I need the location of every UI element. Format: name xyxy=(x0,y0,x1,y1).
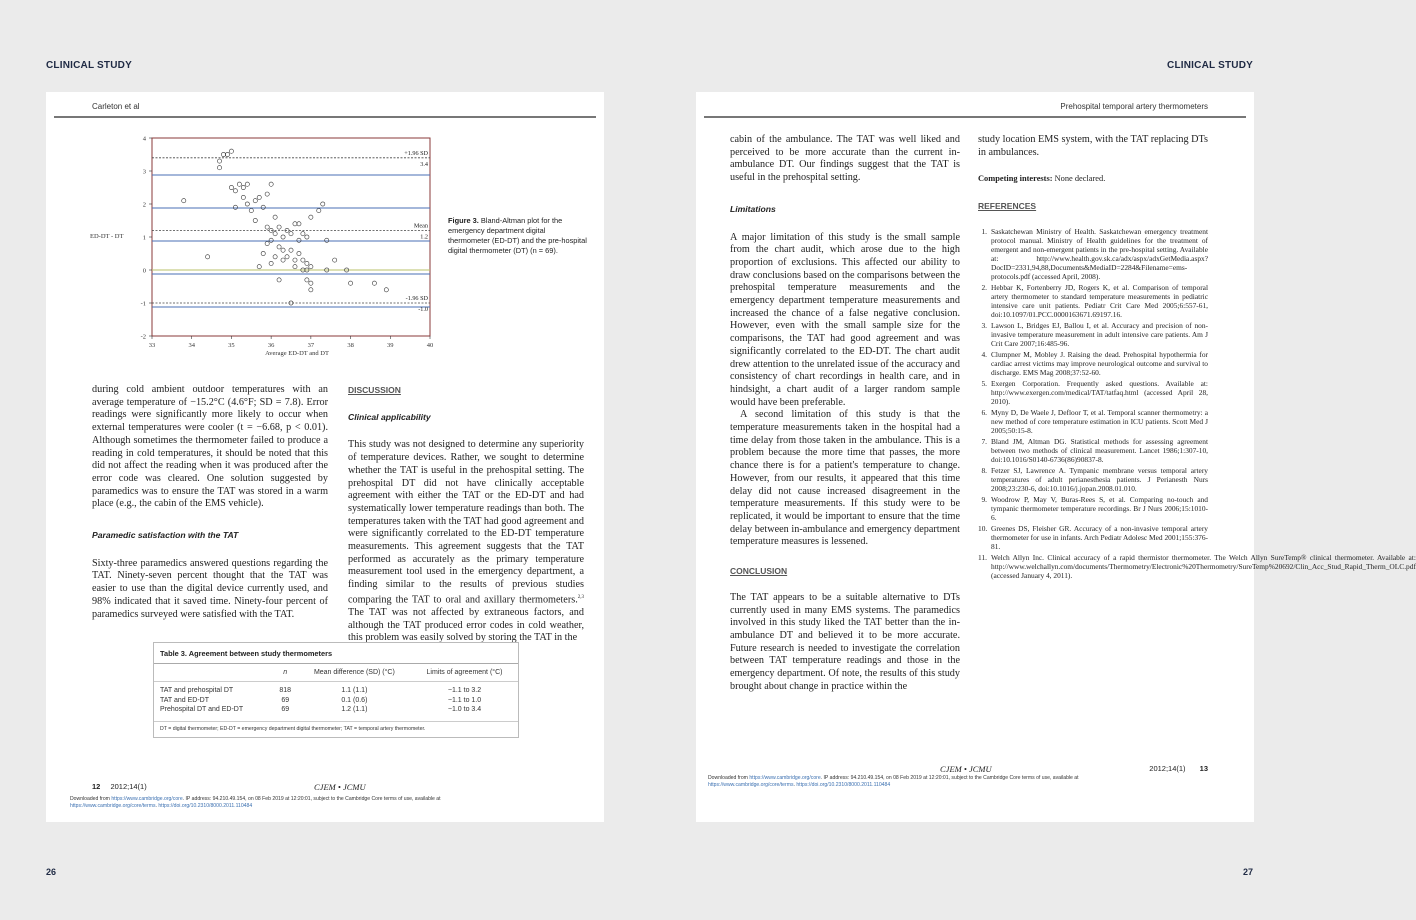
data-point xyxy=(293,265,297,269)
data-point xyxy=(281,248,285,252)
issue-date: 2012;14(1) xyxy=(110,782,147,791)
subheading: Clinical applicability xyxy=(348,411,431,422)
y-tick-label: -2 xyxy=(140,333,146,341)
data-point xyxy=(309,215,313,219)
figure-caption xyxy=(448,216,588,256)
header-rule xyxy=(704,116,1246,118)
chart-frame xyxy=(152,138,430,336)
table-cell: TAT and ED-DT xyxy=(160,696,210,704)
reference-number: 11. xyxy=(978,552,987,562)
data-point xyxy=(293,258,297,262)
reference-item xyxy=(978,350,1208,377)
data-point xyxy=(297,238,301,242)
reference-number: 8. xyxy=(981,465,987,475)
journal-name xyxy=(314,782,366,792)
citation: 2,3 xyxy=(577,594,584,600)
data-point xyxy=(297,251,301,255)
data-point xyxy=(317,209,321,213)
data-point xyxy=(384,288,388,292)
paragraph: A second limitation of this study is that the temperature measurements taken in the hospital had a time delay from those taken in the ambulance. This is a problem because the more time that passes, the more chance there is for a patient's temperature to change. However, from our results, it appeared that this time delay did not cause increased disagreement in the temperature measurements. If this study were to be replicated, it would be important to ensure that the time delay between in-ambulance and emergency department temperature measures is lessened. xyxy=(730,409,960,548)
reference-line-label: Mean xyxy=(413,222,428,230)
bland-altman-chart xyxy=(86,128,446,358)
data-point xyxy=(245,182,249,186)
left-column-1 xyxy=(92,384,328,621)
x-tick-label: 40 xyxy=(426,342,434,349)
data-point xyxy=(325,238,329,242)
data-point xyxy=(309,265,313,269)
data-point xyxy=(182,199,186,203)
data-point xyxy=(348,281,352,285)
y-tick-label: -1 xyxy=(140,300,146,308)
data-point xyxy=(221,152,225,156)
data-point xyxy=(277,245,281,249)
left-column-2 xyxy=(348,384,584,645)
download-text: Downloaded from xyxy=(70,796,112,802)
cambridge-core-link[interactable]: https://www.cambridge.org/core xyxy=(749,775,821,781)
paragraph xyxy=(348,439,584,645)
right-page xyxy=(696,92,1416,822)
paragraph: A major limitation of this study is the small sample from the chart audit, which arose due to the high proportion of exclusions. This affected our ability to draw conclusions based on the comparisons between the prehospital temperature measurements and the emergency department temperature measurements and increased the chance of a false negative conclusion. However, even with the small sample size for the comparisons, the TAT had good agreement and was significantly correlated to the ED-DT. The chart audit drew attention to the unrelated issue of the accuracy and consistency of chart recordings in health care, and in hindsight, a chart audit of a larger random sample would have been preferable. xyxy=(730,231,961,408)
table-header: n xyxy=(273,664,298,682)
table-cell: 1.2 (1.1) xyxy=(341,705,368,713)
competing-label: Competing interests: xyxy=(978,174,1053,184)
data-point xyxy=(273,215,277,219)
reference-item xyxy=(978,495,1208,522)
right-folio: 27 xyxy=(1242,867,1253,877)
table-cell: TAT and prehospital DT xyxy=(160,687,234,695)
reference-item xyxy=(978,227,1208,281)
table-header: Mean difference (SD) (°C) xyxy=(298,664,411,682)
data-point xyxy=(241,185,245,189)
table-footnote: DT = digital thermometer; ED-DT = emergency department digital thermometer; TAT = temporal artery thermometer. xyxy=(154,721,518,737)
reference-text: Greenes DS, Fleisher GR. Accuracy of a non-invasive temporal artery thermometer for use in infants. Arch Pediatr Adolesc Med 2001;155:376-81. xyxy=(991,523,1208,551)
running-head-right: Prehospital temporal artery thermometers xyxy=(1060,102,1208,111)
data-point xyxy=(301,258,305,262)
reference-line-value: 1.2 xyxy=(420,233,428,241)
data-point xyxy=(277,278,281,282)
chart-xlabel: Average ED-DT and DT xyxy=(265,350,329,357)
reference-number: 6. xyxy=(981,407,987,417)
table-row xyxy=(154,696,518,705)
data-point xyxy=(309,288,313,292)
paragraph: Sixty-three paramedics answered questions regarding the TAT. Ninety-seven percent thought that the TAT was easier to use than the digital device currently used, and 98% indicated that it saved time. Ninety-four percent of paramedics surveyed were satisfied with the TAT. xyxy=(92,557,328,620)
data-point xyxy=(289,232,293,236)
doi-link[interactable]: https://doi.org/10.2310/8000.2011.110484 xyxy=(796,782,891,788)
data-point xyxy=(305,278,309,282)
reference-line-value: -1.0 xyxy=(418,306,428,313)
x-tick-label: 36 xyxy=(267,342,275,349)
terms-link[interactable]: https://www.cambridge.org/core/terms xyxy=(70,803,156,809)
reference-number: 3. xyxy=(981,320,987,330)
table-cell: 69 xyxy=(281,705,290,713)
reference-number: 5. xyxy=(981,378,987,388)
right-column-1 xyxy=(730,134,960,693)
data-point xyxy=(372,281,376,285)
data-point xyxy=(229,149,233,153)
data-point xyxy=(217,159,221,163)
right-column-2 xyxy=(978,134,1416,582)
y-tick-label: 3 xyxy=(142,168,146,176)
data-point xyxy=(273,232,277,236)
data-point xyxy=(225,152,229,156)
reference-number: 1. xyxy=(981,226,987,236)
table-cell: −1.1 to 1.0 xyxy=(447,696,482,704)
x-tick-label: 37 xyxy=(307,342,315,349)
data-point xyxy=(257,195,261,199)
y-tick-label: 4 xyxy=(142,135,146,143)
terms-link[interactable]: https://www.cambridge.org/core/terms xyxy=(708,782,794,788)
reference-item xyxy=(978,466,1208,493)
reference-item xyxy=(978,379,1208,406)
data-point xyxy=(249,209,253,213)
reference-item xyxy=(978,283,1208,319)
chart-ylabel: ED-DT - DT xyxy=(90,233,124,240)
section-heading: CONCLUSION xyxy=(730,566,788,577)
table-title: Table 3. Agreement between study thermometers xyxy=(154,643,518,664)
section-heading: REFERENCES xyxy=(978,201,1037,212)
data-point xyxy=(233,189,237,193)
section-heading: DISCUSSION xyxy=(348,385,401,395)
table-cell: 1.1 (1.1) xyxy=(341,687,368,695)
reference-number: 4. xyxy=(981,349,987,359)
data-point xyxy=(269,238,273,242)
download-text: . xyxy=(155,803,159,809)
reference-text: Exergen Corporation. Frequently asked questions. Available at: http://www.exergen.com/medical/TAT/tatfaq.html (accessed April 28, 2010). xyxy=(991,378,1208,406)
data-point xyxy=(301,232,305,236)
paragraph: during cold ambient outdoor temperatures with an average temperature of −15.2°C (4.6°F; SD = 7.8). Error readings were significantly more likely to occur when external temperatures were cooler (t = −6.68, p < 0.01). Although sometimes the thermometer failed to produce a reading in cold temperatures, it should be noted that this did not affect the reading when it was produced after the error code was cleared. One solution suggested by paramedics was to ensure the TAT was stored in a warm place (e.g., the cabin of the EMS vehicle). xyxy=(92,384,328,510)
y-tick-label: 0 xyxy=(142,267,146,275)
page-number: 13 xyxy=(1199,764,1208,773)
table-row xyxy=(154,682,518,696)
data-point xyxy=(309,281,313,285)
left-section-label: CLINICAL STUDY xyxy=(46,60,132,71)
reference-number: 7. xyxy=(981,436,987,446)
reference-text: Lawson L, Bridges EJ, Ballou I, et al. Accuracy and precision of non-invasive temperature measurement in adult intensive care patients. Am J Crit Care 2007;16:485-96. xyxy=(991,320,1208,348)
data-point xyxy=(217,166,221,170)
reference-text: Hebbar K, Fortenberry JD, Rogers K, et al. Comparison of temporal artery thermometer to standard temperature measurements in pediatric intensive care unit patients. Pediatr Crit Care Med 2005;6:557-61, doi:10.1097/01.PCC.0000163671.69197.16. xyxy=(991,282,1208,319)
reference-text: Clumpner M, Mobley J. Raising the dead. Prehospital hypothermia for cardiac arrest victims may improve neurological outcome and survival to discharge. EMS Mag 2008;37:52-60. xyxy=(991,349,1208,377)
table-cell: 818 xyxy=(279,687,292,695)
x-tick-label: 39 xyxy=(387,342,394,349)
doi-link[interactable]: https://doi.org/10.2310/8000.2011.110484 xyxy=(158,803,253,809)
reference-item xyxy=(978,524,1208,551)
data-point xyxy=(265,225,269,229)
competing-text: None declared. xyxy=(1052,174,1106,184)
data-point xyxy=(241,195,245,199)
data-point xyxy=(277,225,281,229)
reference-text: Welch Allyn Inc. Clinical accuracy of a rapid thermistor thermometer. The Welch Allyn SureTemp® clinical thermometer. Available at: http://www.welchallyn.com/documents/Thermometry/Electronic%20Thermometry/SureTemp%20692/Clin_Acc_Stud_Rapid_Therm_OLC.pdf (accessed January 4, 2011). xyxy=(991,552,1416,580)
data-point xyxy=(285,255,289,259)
right-footer xyxy=(1149,764,1208,773)
header-rule xyxy=(54,116,596,118)
paragraph-text: The TAT was not affected by extraneous factors, and although the TAT produced error codes in cold weather, this problem was easily solved by storing the TAT in the xyxy=(348,606,584,644)
download-text: Downloaded from xyxy=(708,775,750,781)
reference-text: Bland JM, Altman DG. Statistical methods for assessing agreement between two methods of clinical measurement. Lancet 1986;1:307-10, doi:10.1016/S0140-6736(86)90837-8. xyxy=(991,436,1208,464)
data-point xyxy=(237,182,241,186)
competing-interests xyxy=(978,173,1208,186)
references-list xyxy=(978,226,1416,580)
issue-date: 2012;14(1) xyxy=(1149,764,1186,773)
table-cell: −1.1 to 3.2 xyxy=(447,687,482,695)
left-page xyxy=(46,92,604,822)
reference-text: Saskatchewan Ministry of Health. Saskatchewan emergency treatment protocol manual. Ministry of Health guidelines for the treatment of emergent and non-emergent patients in the pre-hospital setting. Available at: http://www.health.gov.sk.ca/adx/aspx/adxGetMedia.aspx?DocID=2331,94,88,Documents&MediaID=2284&Filename=ems-protocols.pdf (accessed April, 2008). xyxy=(991,226,1208,281)
journal-name xyxy=(940,764,992,774)
y-tick-label: 1 xyxy=(142,234,146,242)
page-number: 12 xyxy=(92,782,101,791)
subheading: Limitations xyxy=(730,203,776,214)
table-3 xyxy=(153,642,519,738)
data-point xyxy=(261,251,265,255)
reference-text: Woodrow P, May V, Buras-Rees S, et al. Comparing no-touch and tympanic thermometer temperature recordings. Br J Nurs 2006;15:1010-6. xyxy=(991,494,1208,522)
subheading: Paramedic satisfaction with the TAT xyxy=(92,530,239,541)
paragraph: cabin of the ambulance. The TAT was well liked and perceived to be more accurate than the current in-ambulance DT. Our findings suggest that the TAT is useful in the prehospital setting. xyxy=(730,134,960,184)
download-notice xyxy=(708,775,1208,789)
data-point xyxy=(281,258,285,262)
table-header xyxy=(154,664,273,682)
data-point xyxy=(293,222,297,226)
left-folio: 26 xyxy=(46,867,57,877)
data-point xyxy=(289,248,293,252)
data-point xyxy=(253,218,257,222)
x-tick-label: 33 xyxy=(148,342,156,349)
reference-line-value: 3.4 xyxy=(420,160,428,168)
reference-number: 2. xyxy=(981,282,987,292)
data-point xyxy=(206,255,210,259)
data-point xyxy=(233,205,237,209)
data-point xyxy=(305,235,309,239)
data-point xyxy=(333,258,337,262)
reference-number: 9. xyxy=(981,494,987,504)
download-notice xyxy=(70,796,570,810)
reference-text: Fetzer SJ, Lawrence A. Tympanic membrane versus temporal artery temperatures of adult perianesthesia patients. J Perianesth Nurs 2008;23:230-6, doi:10.1016/j.jopan.2008.01.010. xyxy=(991,465,1208,493)
data-point xyxy=(305,261,309,265)
table-header: Limits of agreement (°C) xyxy=(411,664,518,682)
cambridge-core-link[interactable]: https://www.cambridge.org/core xyxy=(111,796,183,802)
data-point xyxy=(261,205,265,209)
reference-text: Myny D, De Waele J, Defloor T, et al. Temporal scanner thermometry: a new method of core temperature estimation in ICU patients. Scott Med J 2005;50:15-8. xyxy=(991,407,1208,435)
table-body xyxy=(154,664,518,717)
reference-item xyxy=(978,552,1416,580)
reference-item xyxy=(978,321,1208,348)
table-cell: Prehospital DT and ED-DT xyxy=(160,705,244,713)
data-point xyxy=(245,202,249,206)
paragraph: The TAT appears to be a suitable alternative to DTs currently used in many EMS systems. The paramedics involved in this study liked the TAT better than the in-ambulance DT and believed it to be more accurate. Future research is needed to investigate the correlation between TAT temperature readings and those in the emergency department. Of note, the results of this study brought about change in practice within the xyxy=(730,591,960,692)
data-point xyxy=(269,261,273,265)
data-point xyxy=(253,199,257,203)
data-point xyxy=(257,265,261,269)
table-cell: 69 xyxy=(281,696,290,704)
table-cell: 0.1 (0.6) xyxy=(341,696,368,704)
reference-item xyxy=(978,437,1208,464)
right-section-label: CLINICAL STUDY xyxy=(1167,60,1253,71)
figure-caption-label: Figure 3. xyxy=(448,216,479,225)
download-text: . IP address: 94.210.49.154, on 08 Feb 2019 at 12:20:01, subject to the Cambridge Core terms of use, available at xyxy=(182,796,441,802)
data-point xyxy=(269,182,273,186)
reference-line-label: +1.96 SD xyxy=(404,149,428,157)
data-point xyxy=(265,242,269,246)
x-tick-label: 35 xyxy=(228,342,235,349)
table-row xyxy=(154,705,518,717)
reference-line-label: -1.96 SD xyxy=(405,295,428,302)
running-head-left: Carleton et al xyxy=(92,102,140,111)
paragraph: study location EMS system, with the TAT replacing DTs in ambulances. xyxy=(978,134,1208,158)
download-text: . IP address: 94.210.49.154, on 08 Feb 2019 at 12:20:01, subject to the Cambridge Core terms of use, available at xyxy=(820,775,1079,781)
data-point xyxy=(297,222,301,226)
figure-caption-text: Bland-Altman plot for the emergency department digital thermometer (ED-DT) and the pre-hospital digital thermometer (DT) (n = 69). xyxy=(448,216,587,255)
journal-title: CJEM • JCMU xyxy=(940,764,992,774)
journal-title: CJEM • JCMU xyxy=(314,782,366,792)
data-point xyxy=(265,192,269,196)
left-footer xyxy=(92,782,147,791)
x-tick-label: 34 xyxy=(188,342,195,349)
data-point xyxy=(321,202,325,206)
data-point xyxy=(229,185,233,189)
data-point xyxy=(281,235,285,239)
y-tick-label: 2 xyxy=(142,201,146,209)
x-tick-label: 38 xyxy=(347,342,354,349)
paragraph-text: This study was not designed to determine any superiority of temperature devices. Rather, we sought to determine whether the TAT is useful in the prehospital setting. The prehospital DT did not have clinically acceptable agreement with either the TAT or the ED-DT and had systematically lower temperature readings than both. The temperatures taken with the TAT had good agreement and were significantly correlated to the ED-DT temperature measurements. This agreement suggests that the TAT performed as accurately as the primary temperature measurement tool used in the emergency department, a finding similar to the results of previous studies comparing the TAT to oral and axillary thermometers. xyxy=(348,439,584,606)
data-point xyxy=(273,255,277,259)
table-cell: −1.0 to 3.4 xyxy=(447,705,482,713)
reference-number: 10. xyxy=(978,523,988,533)
download-text: . xyxy=(793,782,797,788)
reference-item xyxy=(978,408,1208,435)
